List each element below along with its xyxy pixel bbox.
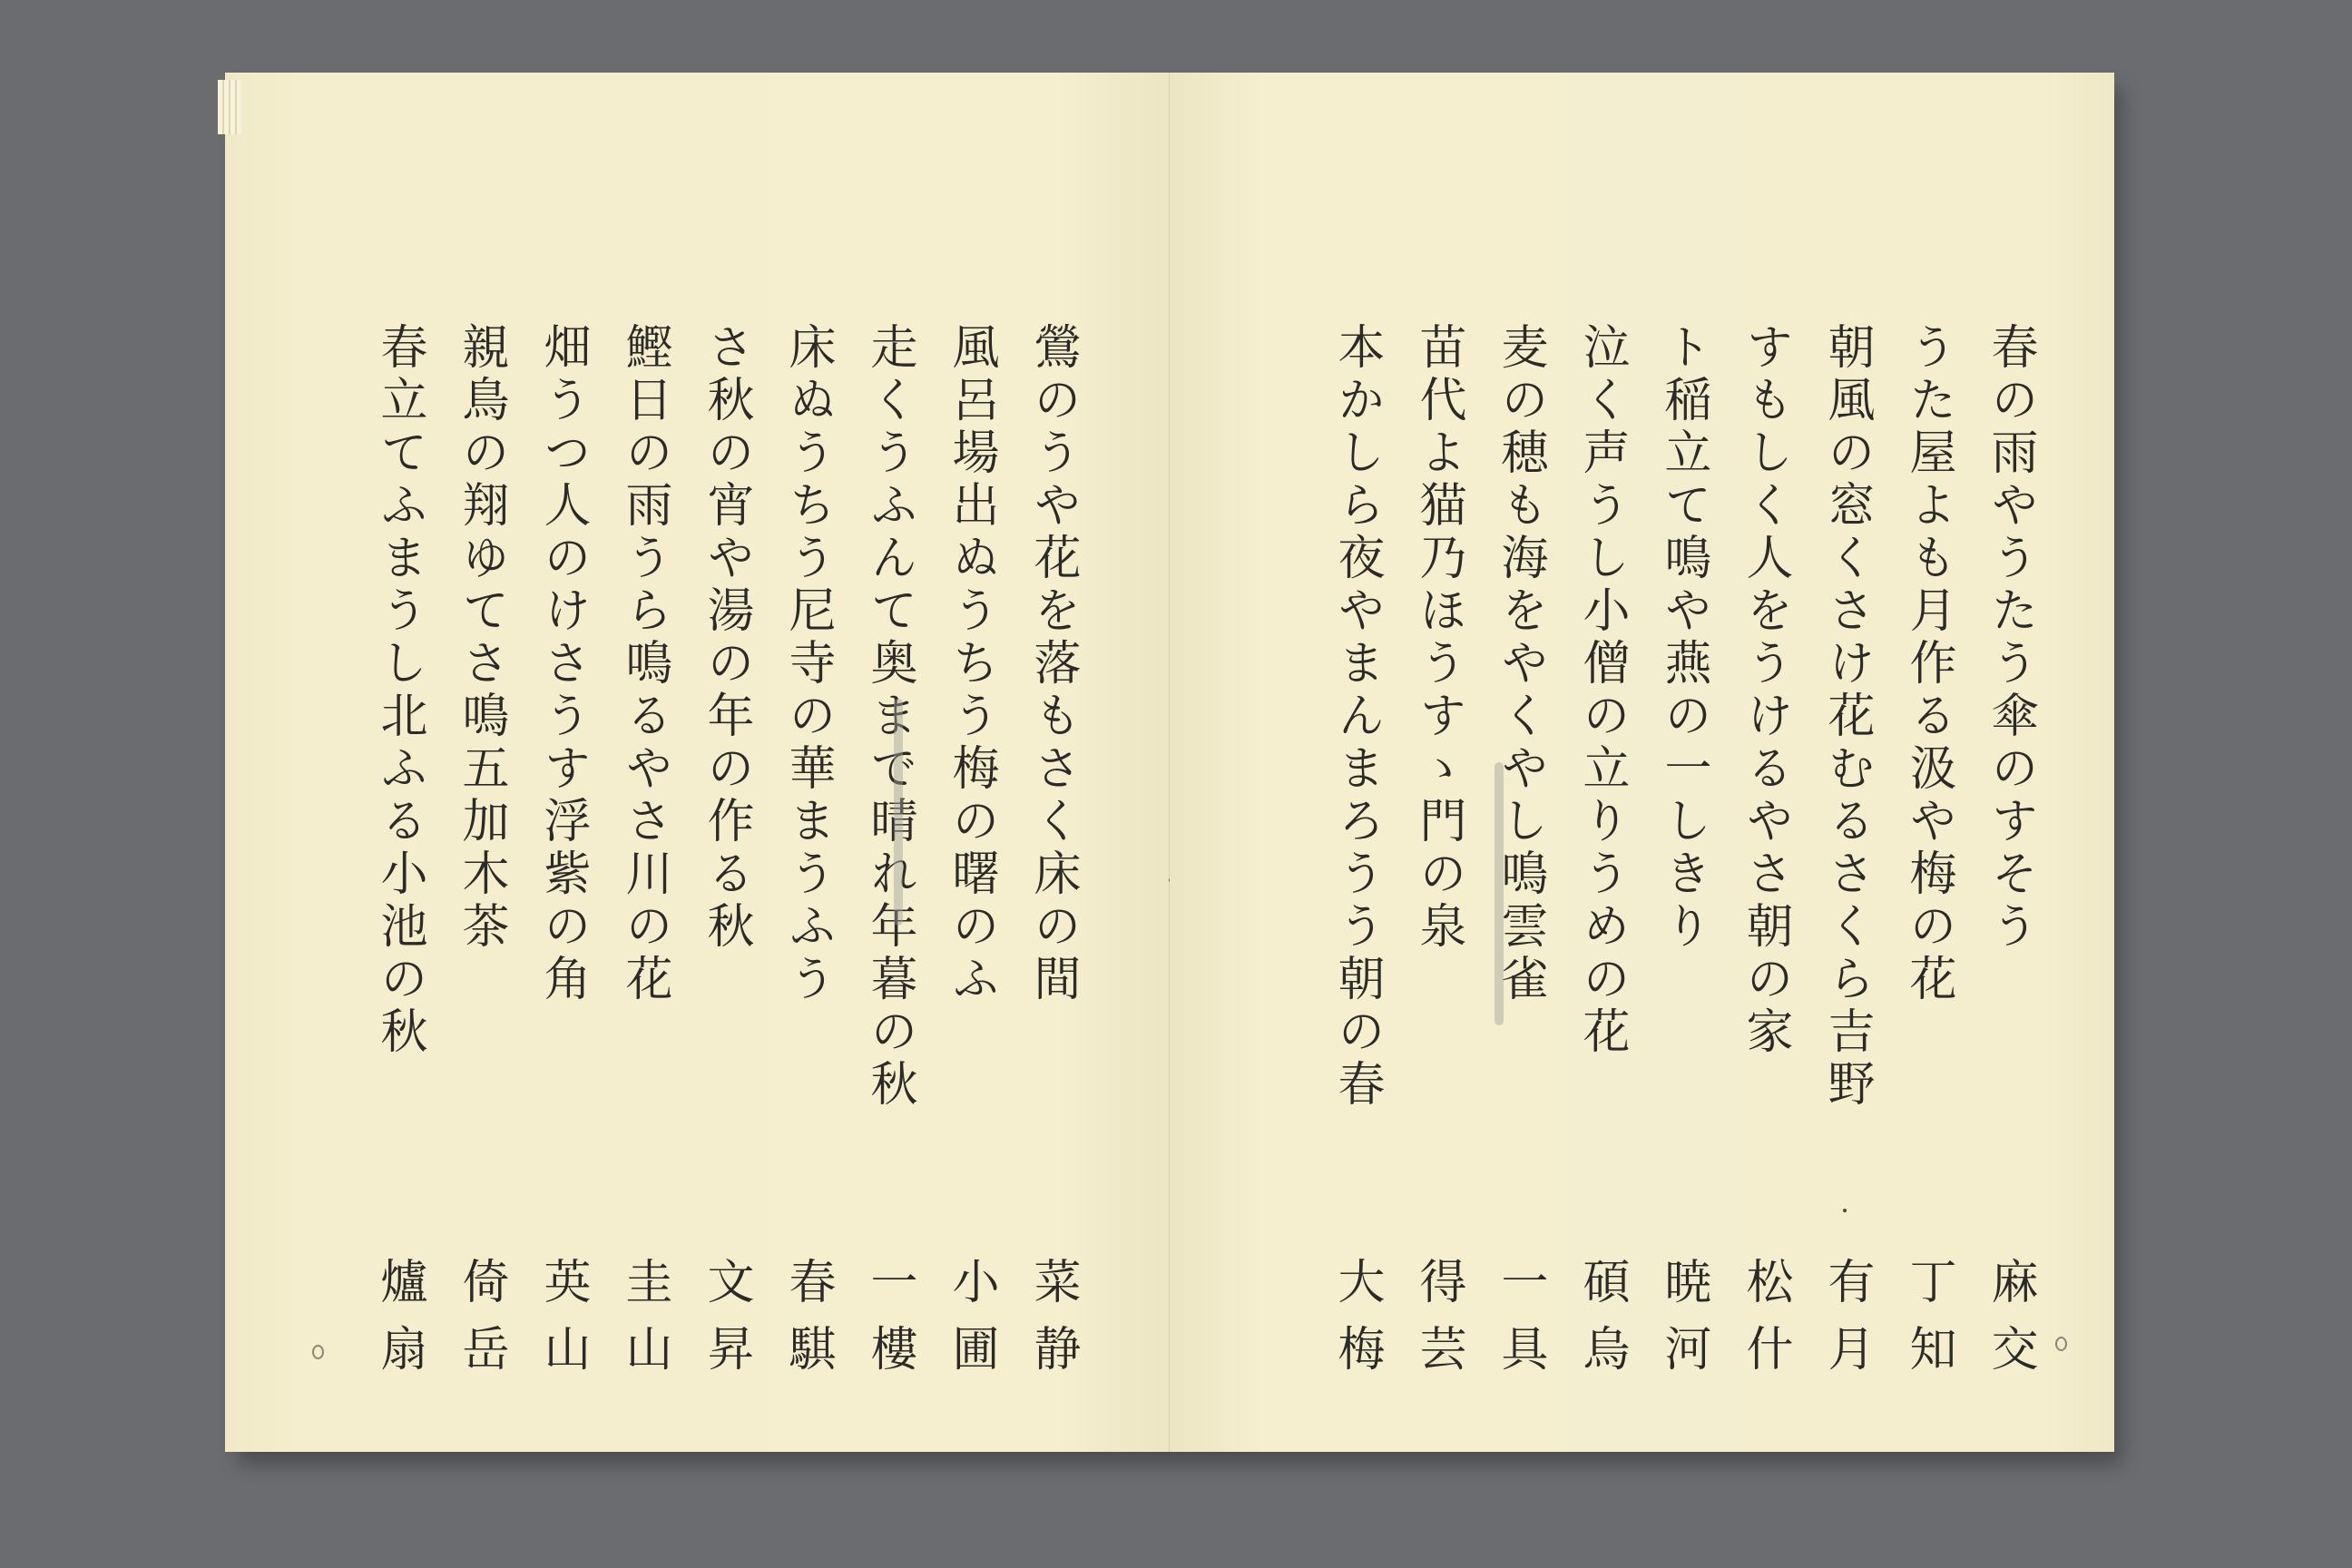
poem-line: 本かしら夜やまんまろうう朝の春	[1329, 322, 1384, 1112]
right-page	[1170, 73, 2114, 1452]
poem-line: 苗代よ猫乃ほうすゝ門の泉	[1411, 322, 1465, 954]
paper-stain	[894, 699, 903, 926]
poem-line: 麦の穂も海をやくやし鳴雲雀	[1493, 322, 1547, 1006]
poem-line: 鰹日の雨うら鳴るやさ川の花	[617, 322, 671, 1006]
poem-line: 春立てふまうし北ふる小池の秋	[372, 322, 426, 1059]
poet-name: 倚岳	[454, 1257, 508, 1391]
binding-hole-mark	[2055, 1337, 2067, 1351]
poem-line: 朝風の窓くさけ花むるさくら吉野	[1819, 322, 1874, 1112]
open-booklet	[225, 73, 2114, 1452]
poet-name: 春騏	[780, 1257, 835, 1391]
poet-name: 暁河	[1656, 1257, 1710, 1391]
poem-line: 走くうふんて奥まで晴れ年暮の秋	[862, 322, 916, 1112]
ink-speck	[1843, 1209, 1847, 1212]
poem-line: すもしく人をうけるやさ朝の家	[1738, 322, 1792, 1059]
poet-name: 大梅	[1329, 1257, 1384, 1391]
poet-name: 菜静	[1025, 1257, 1080, 1391]
poet-name: 麻交	[1983, 1257, 2037, 1391]
poem-line: うた屋よも月作る汲や梅の花	[1901, 322, 1955, 1006]
poem-line: 春の雨やうたう傘のすそう	[1983, 322, 2037, 954]
poet-name: 丁知	[1901, 1257, 1955, 1391]
poem-line: さ秋の宵や湯の年の作る秋	[699, 322, 753, 954]
poem-line: 畑うつ人のけさうす浮紫の角	[535, 322, 590, 1006]
poet-name: 爐扇	[372, 1257, 426, 1391]
poem-line: 床ぬうちう尼寺の華まうふう	[780, 322, 835, 1006]
poet-name: 圭山	[617, 1257, 671, 1391]
poet-name: 碩烏	[1574, 1257, 1629, 1391]
poet-name: 松什	[1738, 1257, 1792, 1391]
poem-line: 親鳥の翔ゆてさ鳴五加木茶	[454, 322, 508, 954]
poem-line: 泣く声うし小僧の立りうめの花	[1574, 322, 1629, 1059]
poet-name: 一樓	[862, 1257, 916, 1391]
poet-name: 一具	[1493, 1257, 1547, 1391]
poet-name: 英山	[535, 1257, 590, 1391]
poet-name: 小圃	[944, 1257, 998, 1391]
binding-hole-mark	[312, 1345, 324, 1359]
poet-name: 有月	[1819, 1257, 1874, 1391]
left-page	[225, 73, 1170, 1452]
poem-line: ト稲立て鳴や燕の一しきり	[1656, 322, 1710, 954]
poem-line: 鶯のうや花を落もさく床の間	[1025, 322, 1080, 1006]
poem-line: 風呂場出ぬうちう梅の曙のふ	[944, 322, 998, 1006]
binding-edge	[218, 80, 241, 134]
poet-name: 文昇	[699, 1257, 753, 1391]
poet-name: 得芸	[1411, 1257, 1465, 1391]
paper-stain	[1494, 762, 1504, 1025]
